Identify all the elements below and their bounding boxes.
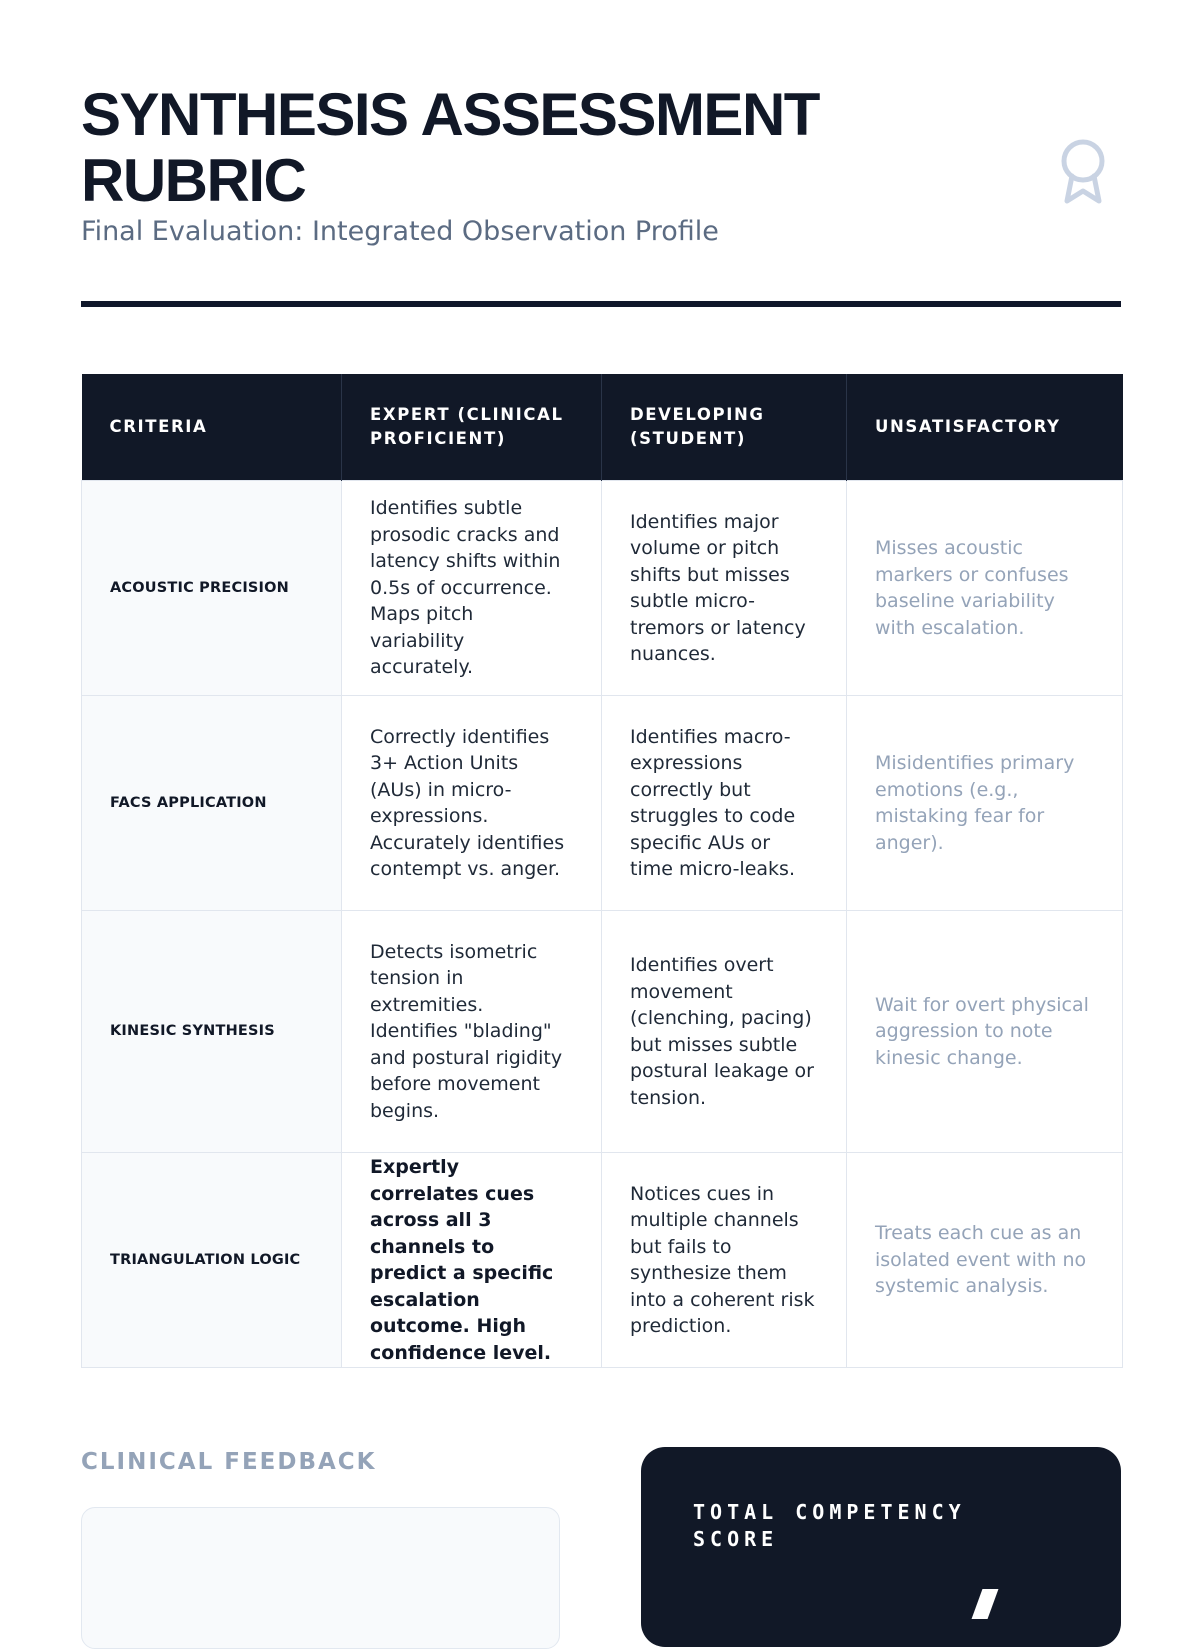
table-header-row	[82, 374, 1123, 481]
column-header-unsatisfactory: UNSATISFACTORY	[847, 374, 1123, 481]
column-header-expert: EXPERT (CLINICAL PROFICIENT)	[342, 374, 602, 481]
score-card	[641, 1447, 1121, 1647]
expert-cell: Expertly correlates cues across all 3 channels to predict a specific escalation outcome. High confidence level.	[342, 1153, 602, 1368]
developing-cell: Identifies macro-expressions correctly but struggles to code specific AUs or time micro-leaks.	[602, 696, 847, 911]
expert-cell: Detects isometric tension in extremities. Identifies "blading" and postural rigidity before movement begins.	[342, 911, 602, 1153]
score-label: TOTAL COMPETENCY SCORE	[693, 1500, 966, 1551]
expert-cell: Identifies subtle prosodic cracks and latency shifts within 0.5s of occurrence. Maps pitch variability accurately.	[342, 481, 602, 696]
criteria-cell: TRIANGULATION LOGIC	[82, 1153, 342, 1368]
table-row	[82, 911, 1123, 1153]
unsatisfactory-cell: Misidentifies primary emotions (e.g., mistaking fear for anger).	[847, 696, 1123, 911]
column-header-developing: DEVELOPING (STUDENT)	[602, 374, 847, 481]
award-ribbon-icon	[1058, 135, 1108, 207]
developing-cell: Identifies major volume or pitch shifts but misses subtle micro-tremors or latency nuances.	[602, 481, 847, 696]
clinical-feedback-heading: CLINICAL FEEDBACK	[81, 1449, 377, 1475]
rubric-table	[81, 374, 1123, 1368]
unsatisfactory-cell: Wait for overt physical aggression to note kinesic change.	[847, 911, 1123, 1153]
criteria-cell: ACOUSTIC PRECISION	[82, 481, 342, 696]
page-title: SYNTHESIS ASSESSMENT RUBRIC	[81, 81, 819, 214]
criteria-cell: KINESIC SYNTHESIS	[82, 911, 342, 1153]
expert-cell: Correctly identifies 3+ Action Units (AUs) in micro-expressions. Accurately identifies contempt vs. anger.	[342, 696, 602, 911]
table-row	[82, 696, 1123, 911]
table-row	[82, 481, 1123, 696]
column-header-criteria: CRITERIA	[82, 374, 342, 481]
score-value-glyph	[972, 1589, 999, 1619]
clinical-feedback-box[interactable]	[81, 1507, 560, 1649]
unsatisfactory-cell: Treats each cue as an isolated event with no systemic analysis.	[847, 1153, 1123, 1368]
page-subtitle: Final Evaluation: Integrated Observation Profile	[81, 216, 719, 247]
criteria-cell: FACS APPLICATION	[82, 696, 342, 911]
developing-cell: Identifies overt movement (clenching, pacing) but misses subtle postural leakage or tension.	[602, 911, 847, 1153]
developing-cell: Notices cues in multiple channels but fails to synthesize them into a coherent risk prediction.	[602, 1153, 847, 1368]
header-divider	[81, 301, 1121, 307]
table-row	[82, 1153, 1123, 1368]
unsatisfactory-cell: Misses acoustic markers or confuses baseline variability with escalation.	[847, 481, 1123, 696]
